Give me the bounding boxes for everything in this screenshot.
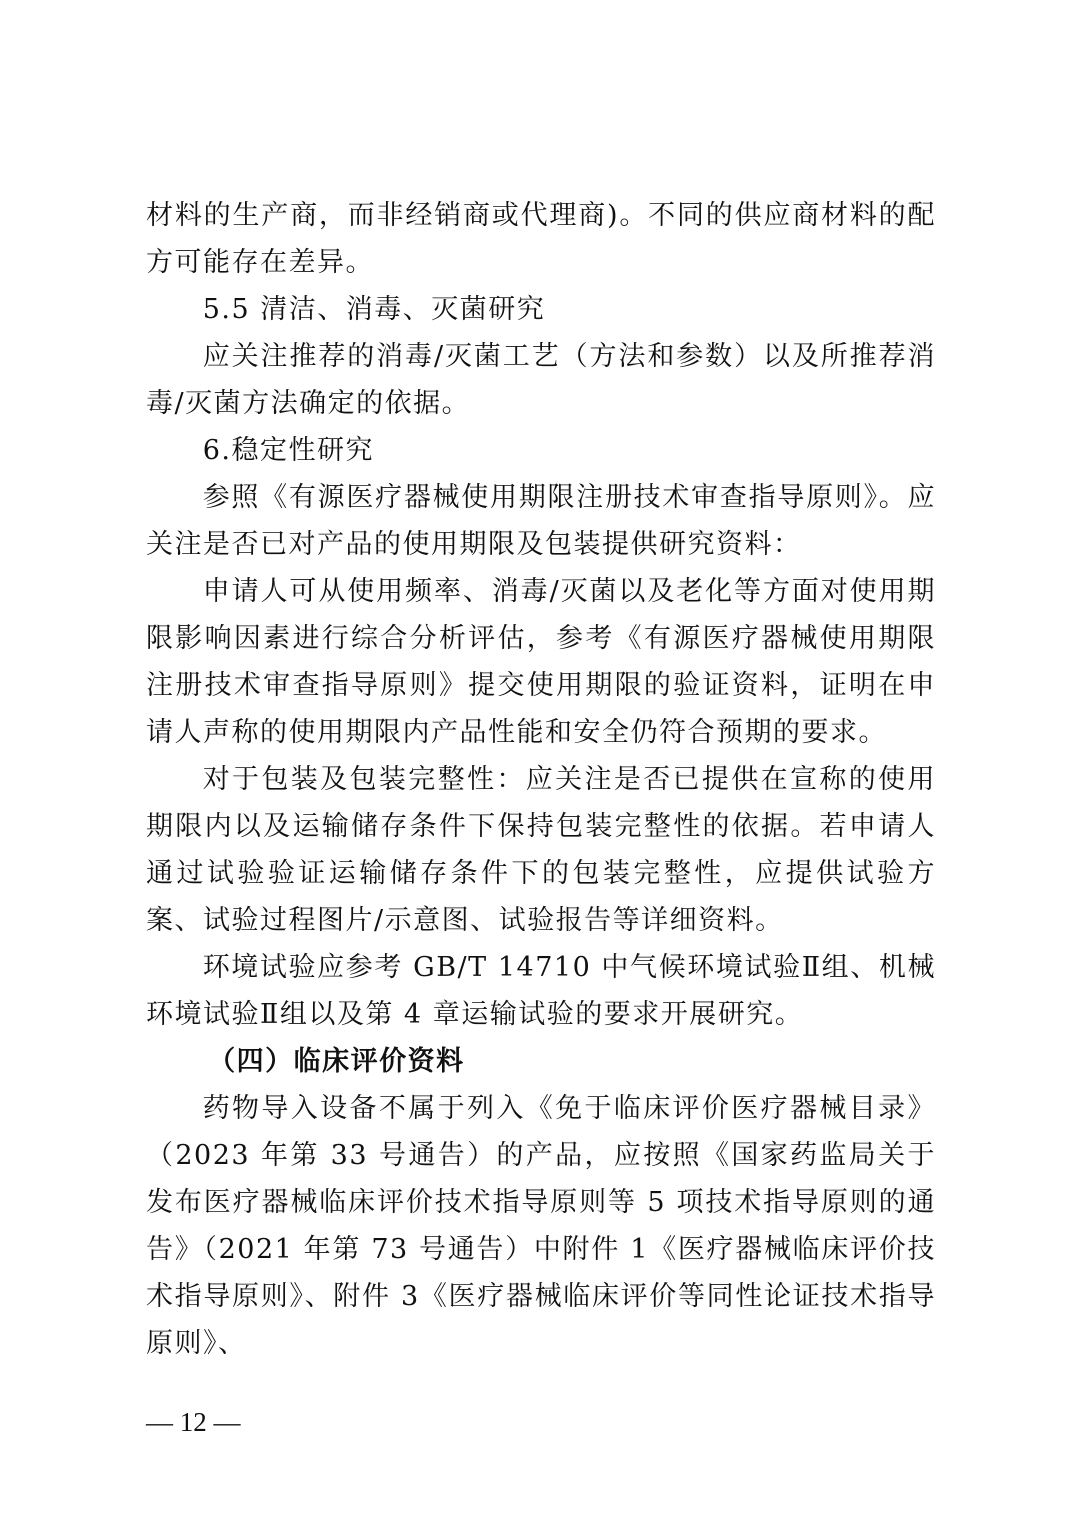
paragraph-stability-reference: 参照《有源医疗器械使用期限注册技术审查指导原则》。应关注是否已对产品的使用期限及包装提供研究资料：	[146, 482, 936, 560]
paragraph-continuation: 材料的生产商，而非经销商或代理商)。不同的供应商材料的配方可能存在差异。	[146, 200, 936, 278]
paragraph-clinical-evaluation: 药物导入设备不属于列入《免于临床评价医疗器械目录》（2023 年第 33 号通告）的产品，应按照《国家药监局关于发布医疗器械临床评价技术指导原则等 5 项技术指导原则的通告》（2021 年第 73 号通告）中附件 1《医疗器械临床评价技术指导原则》、附件 3《医疗器械临床评价等同性论证技术指导原则》、	[146, 1093, 936, 1359]
page-number: — 12 —	[146, 1407, 241, 1437]
paragraph-environment-test: 环境试验应参考 GB/T 14710 中气候环境试验Ⅱ组、机械环境试验Ⅱ组以及第 4 章运输试验的要求开展研究。	[146, 952, 936, 1030]
section-heading-clinical: （四）临床评价资料	[208, 1046, 465, 1077]
section-heading-stability: 6.稳定性研究	[202, 435, 374, 466]
paragraph-disinfection: 应关注推荐的消毒/灭菌工艺（方法和参数）以及所推荐消毒/灭菌方法确定的依据。	[146, 341, 936, 419]
paragraph-service-life: 申请人可从使用频率、消毒/灭菌以及老化等方面对使用期限影响因素进行综合分析评估，参考《有源医疗器械使用期限注册技术审查指导原则》提交使用期限的验证资料，证明在申请人声称的使用期限内产品性能和安全仍符合预期的要求。	[146, 576, 936, 748]
section-heading-cleaning: 5.5 清洁、消毒、灭菌研究	[202, 294, 546, 325]
paragraph-packaging: 对于包装及包装完整性：应关注是否已提供在宣称的使用期限内以及运输储存条件下保持包装完整性的依据。若申请人通过试验验证运输储存条件下的包装完整性，应提供试验方案、试验过程图片/示意图、试验报告等详细资料。	[146, 764, 936, 936]
document-body	[146, 192, 936, 1367]
